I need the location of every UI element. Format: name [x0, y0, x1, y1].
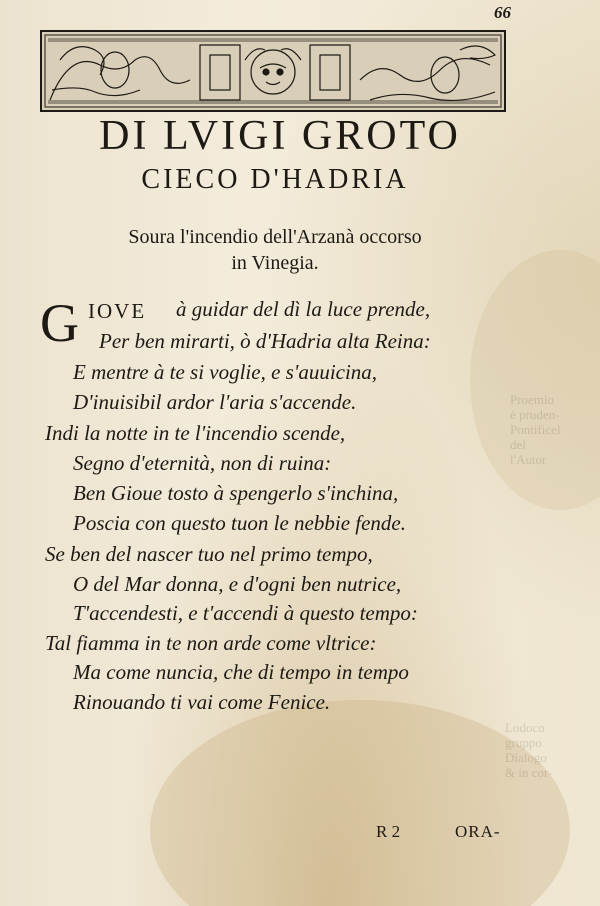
poem-line-14: Rinouando ti vai come Fenice. — [73, 690, 331, 714]
poem-line-13: Ma come nuncia, che di tempo in tempo — [73, 660, 409, 684]
author-subtitle: CIECO D'HADRIA — [141, 164, 409, 195]
show-through-text: Proemio è pruden- Pontificel del l'Autor — [510, 392, 561, 467]
poem-line-4: D'inuisibil ardor l'aria s'accende. — [73, 390, 357, 414]
water-stain-right — [470, 250, 600, 510]
poem-line-1: à guidar del dì la luce prende, — [176, 297, 431, 321]
poem-line-8: Poscia con questo tuon le nebbie fende. — [73, 511, 406, 535]
poem-heading-line-1: Soura l'incendio dell'Arzanà occorso — [128, 226, 422, 248]
poem-line-9: Se ben del nascer tuo nel primo tempo, — [45, 542, 373, 566]
poem-first-word: IOVE — [88, 299, 147, 323]
poem-line-10: O del Mar donna, e d'ogni ben nutrice, — [73, 572, 402, 596]
poem-line-2: Per ben mirarti, ò d'Hadria alta Reina: — [99, 329, 431, 353]
poem-line-5: Indi la notte in te l'incendio scende, — [45, 421, 346, 445]
poem-heading-line-2: in Vinegia. — [231, 252, 319, 274]
signature-mark: R 2 — [376, 822, 401, 841]
author-title: DI LVIGI GROTO — [99, 113, 461, 159]
poem-line-3: E mentre à te si voglie, e s'auuicina, — [73, 360, 378, 384]
drop-cap: G — [40, 293, 79, 353]
poem-line-12: Tal fiamma in te non arde come vltrice: — [45, 631, 377, 655]
catchword: ORA- — [455, 822, 501, 841]
show-through-text-2: Lodoco gruppo Dialogo & in cor- — [505, 720, 553, 780]
poem-line-11: T'accendesti, e t'accendi à questo tempo: — [73, 601, 418, 625]
page-number: 66 — [494, 3, 511, 22]
poem-line-7: Ben Gioue tosto à spengerlo s'inchina, — [73, 481, 399, 505]
poem-line-6: Segno d'eternità, non di ruina: — [73, 451, 332, 475]
woodcut-headpiece — [40, 30, 506, 112]
